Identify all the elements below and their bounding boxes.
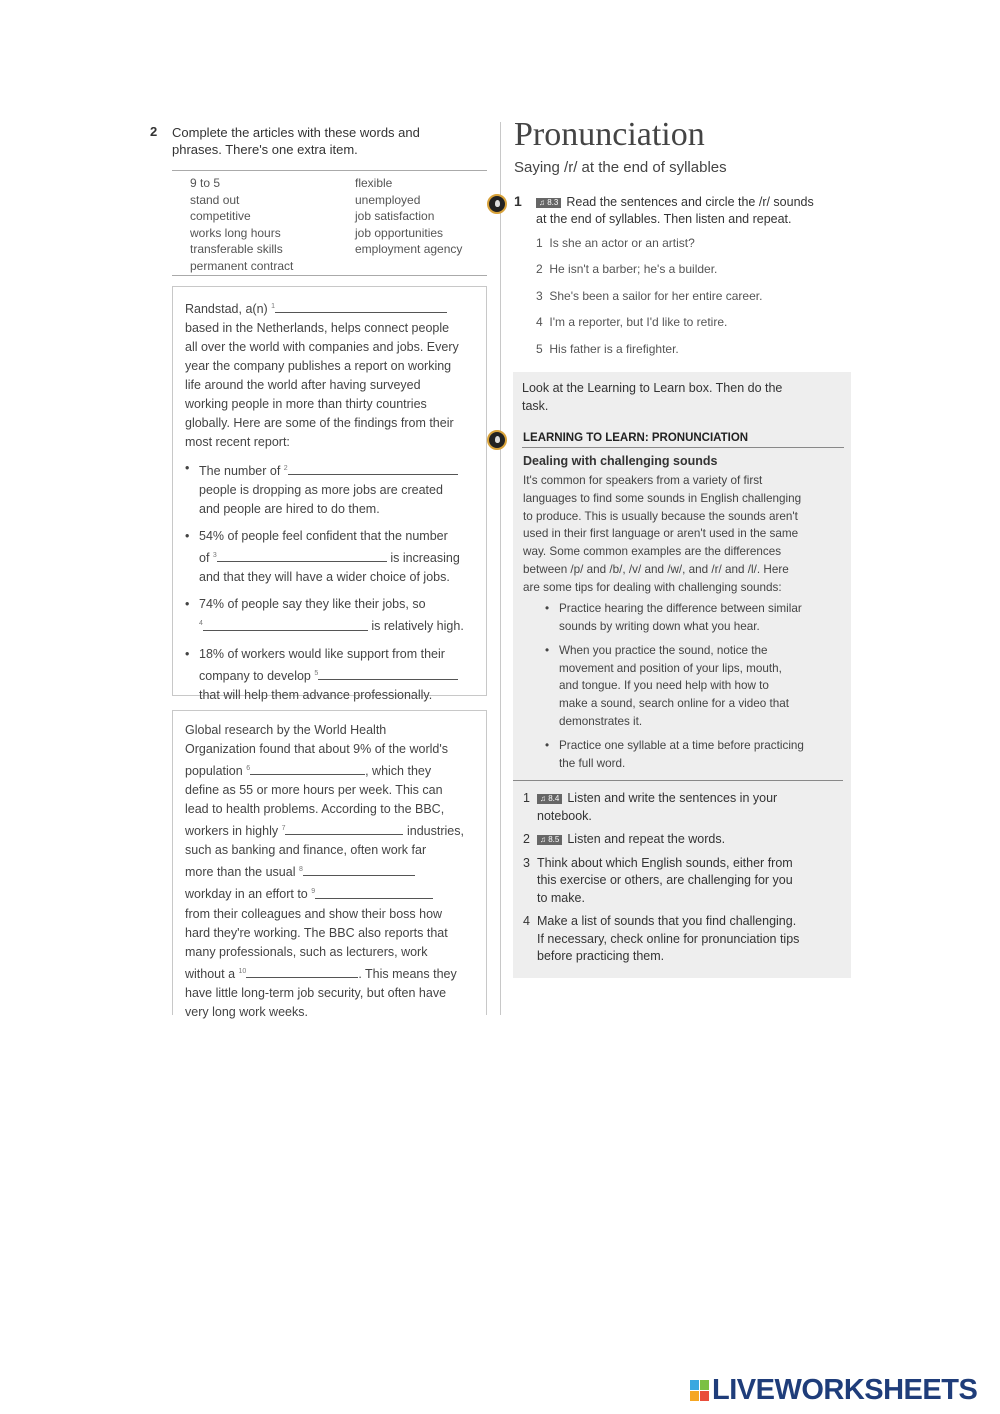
headphones-icon[interactable]: ♫ 8.4 <box>537 794 562 804</box>
audio-track: 8.3 <box>547 198 559 207</box>
logo-grid-icon <box>690 1380 710 1402</box>
article-1-text: Randstad, a(n) <box>185 302 268 317</box>
bullet-text: is increasing <box>390 551 460 566</box>
bullet-text: of <box>199 551 210 566</box>
article-1-text: life around the world after having surveyed <box>185 378 421 393</box>
article-2-text: population <box>185 764 243 779</box>
gap-number: 8 <box>298 866 303 874</box>
article-1-text: based in the Netherlands, helps connect people <box>185 321 450 336</box>
learning-box <box>513 372 851 978</box>
word-bank-item: competitive <box>190 209 251 224</box>
item-number: 5 <box>536 341 543 356</box>
article-2-text: more than the usual <box>185 865 296 880</box>
article-2-text: many professionals, such as lecturers, work <box>185 944 428 959</box>
list-item[interactable] <box>536 315 762 341</box>
gap-1-input[interactable] <box>275 300 447 313</box>
gap-6-input[interactable] <box>250 762 365 775</box>
sentence-list <box>536 236 762 368</box>
article-2-text: workday in an effort to <box>185 887 308 902</box>
article-1-text: year the company publishes a report on working <box>185 359 452 374</box>
exercise-1-instruction: Read the sentences and circle the /r/ sounds <box>566 195 814 209</box>
sentence-text: He isn't a barber; he's a builder. <box>549 262 718 277</box>
word-bank-item: 9 to 5 <box>190 176 221 190</box>
column-divider <box>500 122 501 1015</box>
task-item: 3 Think about which English sounds, either from this exercise or others, are challenging for you to make. <box>523 855 793 905</box>
word-bank-item: job opportunities <box>355 225 444 240</box>
task-item: 2 ♫ 8.5 Listen and repeat the words. <box>523 832 726 846</box>
gap-5-input[interactable] <box>318 667 458 680</box>
bullet-text: is relatively high. <box>371 619 464 634</box>
gap-number: 2 <box>283 465 288 473</box>
gap-10-input[interactable] <box>246 965 358 978</box>
article-1-text: all over the world with companies and jobs. Every <box>185 340 459 355</box>
tip-item: • Practice hearing the difference between similar sounds by writing down what you hear. <box>545 600 845 635</box>
item-number: 2 <box>536 262 543 277</box>
list-item[interactable] <box>536 342 762 368</box>
box-paragraph: way. Some common examples are the differences <box>523 545 782 559</box>
article-2-text: workers in highly <box>185 824 279 839</box>
box-heading: LEARNING TO LEARN: PRONUNCIATION <box>523 432 749 444</box>
item-number: 1 <box>536 236 543 250</box>
box-intro: Look at the Learning to Learn box. Then do the <box>522 381 783 395</box>
article-1-text: working people in more than thirty countries <box>185 397 427 412</box>
gap-number: 9 <box>311 888 316 896</box>
sentence-text: She's been a sailor for her entire career. <box>549 288 763 303</box>
word-bank-item: transferable skills <box>190 242 283 257</box>
box-paragraph: between /p/ and /b/, /v/ and /w/, and /r/ and /l/. Here <box>523 562 789 576</box>
gap-2-input[interactable] <box>288 462 458 475</box>
gap-number: 6 <box>246 765 251 772</box>
article-2-text: hard they're working. The BBC also reports that <box>185 925 448 940</box>
article-2-text: lead to health problems. According to the BBC, <box>185 802 445 817</box>
bullet-text: that will help them advance professionally. <box>199 687 433 702</box>
box-paragraph: used in their first language or aren't used in the same <box>523 527 799 541</box>
gap-3-input[interactable] <box>217 549 387 562</box>
list-item[interactable] <box>536 289 762 315</box>
bullet-text: • 18% of workers would like support from their <box>199 646 445 661</box>
article-2-text: Global research by the World Health <box>185 723 387 737</box>
page-title: Pronunciation <box>514 116 705 153</box>
box-paragraph: languages to find some sounds in English challenging <box>523 491 802 505</box>
word-bank-item: job satisfaction <box>355 209 435 224</box>
gap-number: 10 <box>238 967 247 975</box>
audio-track: 8.4 <box>548 794 560 803</box>
word-bank-item: permanent contract <box>190 258 294 273</box>
audio-track: 8.5 <box>548 835 560 844</box>
gap-number: 1 <box>271 303 276 310</box>
exercise-1-number: 1 <box>514 193 522 209</box>
task-item: 4 Make a list of sounds that you find challenging. If necessary, check online for pronunciation tips before practicing them. <box>523 914 800 963</box>
box-paragraph: are some tips for dealing with challenging sounds: <box>523 580 782 594</box>
lightbulb-icon <box>487 430 507 450</box>
item-number: 3 <box>536 288 543 303</box>
word-bank <box>172 170 487 276</box>
exercise-2-instruction: Complete the articles with these words and phrases. There's one extra item. <box>172 125 420 157</box>
gap-number: 4 <box>199 620 203 628</box>
article-2-text: Organization found that about 9% of the world's <box>185 742 448 756</box>
gap-8-input[interactable] <box>303 863 415 876</box>
headphones-icon[interactable]: ♫ 8.3 <box>536 198 561 208</box>
word-bank-item: flexible <box>355 176 393 190</box>
article-2-text: . This means they <box>358 966 457 981</box>
sentence-text: Is she an actor or an artist? <box>549 236 695 250</box>
gap-number: 5 <box>314 669 319 677</box>
article-2-text: industries, <box>406 824 464 839</box>
gap-number: 3 <box>212 552 217 560</box>
word-bank-item: unemployed <box>355 192 421 207</box>
word-bank-item: employment agency <box>355 242 463 257</box>
word-bank-item: stand out <box>190 192 240 207</box>
article-2-text: have little long-term job security, but often have <box>185 985 447 1000</box>
headphones-icon[interactable]: ♫ 8.5 <box>537 835 562 845</box>
section-subtitle: Saying /r/ at the end of syllables <box>514 159 727 176</box>
article-2 <box>172 710 487 1019</box>
gap-7-input[interactable] <box>285 822 403 835</box>
exercise-2-number: 2 <box>150 124 158 139</box>
article-2-text: such as banking and finance, often work far <box>185 843 427 858</box>
item-number: 4 <box>536 315 543 330</box>
box-intro: task. <box>522 399 549 413</box>
gap-4-input[interactable] <box>203 618 368 631</box>
bullet-text: and people are hired to do them. <box>199 502 380 517</box>
word-bank-item: works long hours <box>190 225 281 240</box>
tip-item: • Practice one syllable at a time before practicing the full word. <box>545 737 845 772</box>
article-1-text: most recent report: <box>185 435 290 450</box>
box-subheading: Dealing with challenging sounds <box>523 454 718 468</box>
article-2-text: , which they <box>365 764 432 779</box>
list-item[interactable] <box>536 262 762 288</box>
article-1-text: globally. Here are some of the findings from their <box>185 416 454 431</box>
logo-text: LIVEWORKSHEETS <box>712 1374 978 1406</box>
article-2-text: without a <box>185 966 236 981</box>
sentence-text: I'm a reporter, but I'd like to retire. <box>549 315 728 330</box>
heading-rule <box>522 447 844 448</box>
bullet-text: The number of <box>199 464 281 479</box>
article-1 <box>172 286 487 702</box>
list-item[interactable] <box>536 236 762 262</box>
lightbulb-icon <box>487 194 507 214</box>
bullet-text: company to develop <box>199 668 311 683</box>
gap-9-input[interactable] <box>315 886 433 899</box>
sentence-text: His father is a firefighter. <box>549 341 679 356</box>
exercise-1-instruction: at the end of syllables. Then listen and repeat. <box>536 212 792 226</box>
gap-number: 7 <box>281 825 286 833</box>
box-divider <box>513 780 843 781</box>
bullet-text: and that they will have a wider choice of jobs. <box>199 570 450 585</box>
box-paragraph: to produce. This is usually because the sounds aren't <box>523 509 798 523</box>
bullet-text: • 54% of people feel confident that the number <box>199 529 448 544</box>
article-2-text: very long work weeks. <box>185 1004 308 1019</box>
article-2-text: define as 55 or more hours per week. This can <box>185 783 443 798</box>
article-2-text: from their colleagues and show their boss how <box>185 906 443 921</box>
bullet-text: • 74% of people say they like their jobs, so <box>199 597 426 612</box>
task-item: 1 ♫ 8.4 Listen and write the sentences in your notebook. <box>523 791 778 823</box>
tip-item: • When you practice the sound, notice the movement and position of your lips, mouth, and tongue. If you need help with how to make a sound, search online for a video that demonstrates it. <box>545 642 845 730</box>
box-paragraph: It's common for speakers from a variety of first <box>523 474 763 487</box>
bullet-text: people is dropping as more jobs are created <box>199 483 443 498</box>
